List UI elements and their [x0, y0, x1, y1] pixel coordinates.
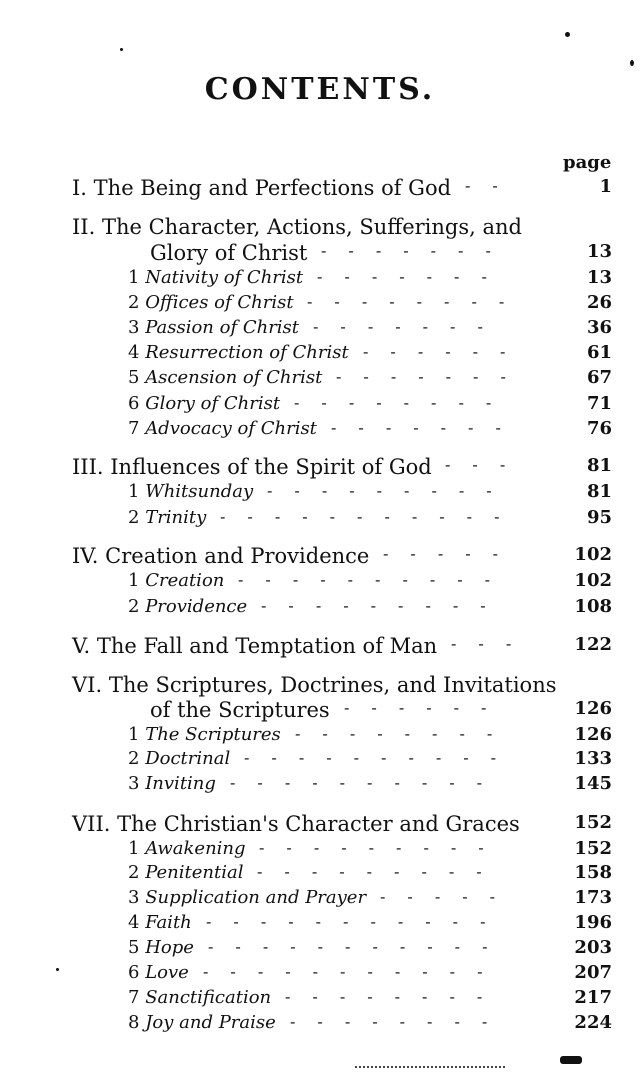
leader-dashes: --- [451, 634, 534, 653]
leader-dashes: --- [445, 455, 528, 474]
section-numeral: I. [72, 176, 87, 200]
section-title: The Character, Actions, Sufferings, and [101, 215, 522, 239]
subsection-entry [128, 1012, 612, 1036]
subsection-entry [128, 267, 612, 291]
subsection-entry [128, 987, 612, 1011]
leader-dashes: -------- [285, 987, 505, 1006]
item-number: 3 [128, 887, 140, 908]
item-page: 81 [586, 481, 612, 502]
subsection-entry [128, 862, 612, 886]
section-numeral: V. [72, 634, 91, 658]
leader-dashes: ------- [317, 267, 509, 286]
section-entry [72, 544, 612, 570]
item-page: 126 [574, 724, 612, 745]
item-label: Offices of Christ [145, 292, 294, 313]
item-number: 1 [128, 570, 140, 591]
subsection-entry [128, 292, 612, 316]
section-entry [72, 673, 612, 699]
item-label: Advocacy of Christ [145, 418, 317, 439]
page-title: CONTENTS. [204, 72, 436, 107]
section-page: 122 [574, 634, 612, 655]
item-label: Trinity [145, 507, 207, 528]
subsection-entry [128, 317, 612, 341]
section-title: The Scriptures, Doctrines, and Invitations [108, 673, 557, 697]
subsection-entry [128, 481, 612, 505]
subsection-entry [128, 912, 612, 936]
item-label: Hope [145, 937, 194, 958]
section-entry [72, 634, 612, 660]
item-label: Ascension of Christ [145, 367, 323, 388]
item-number: 3 [128, 317, 140, 338]
item-number: 4 [128, 342, 140, 363]
leader-dashes: ---------- [238, 570, 513, 589]
section-title-continued: Glory of Christ [150, 241, 308, 265]
leader-dashes: --------- [261, 596, 508, 615]
item-page: 145 [574, 773, 612, 794]
item-number: 7 [128, 987, 140, 1008]
item-label: Whitsunday [145, 481, 254, 502]
leader-dashes: ------- [331, 418, 523, 437]
leader-dashes: ------- [313, 317, 505, 336]
item-label: Joy and Praise [145, 1012, 276, 1033]
subsection-entry [128, 724, 612, 748]
item-number: 7 [128, 418, 140, 439]
section-numeral: IV. [72, 544, 99, 568]
section-entry-continued [150, 241, 612, 267]
leader-dashes: --------- [259, 838, 506, 857]
item-page: 133 [574, 748, 612, 769]
leader-dashes: ---------- [244, 748, 519, 767]
leader-dashes: ----- [383, 544, 521, 563]
item-page: 217 [574, 987, 612, 1008]
ink-speck [120, 48, 123, 51]
item-label: Penitential [145, 862, 244, 883]
item-label: Resurrection of Christ [145, 342, 349, 363]
item-number: 2 [128, 596, 140, 617]
item-label: Doctrinal [145, 748, 231, 769]
subsection-entry [128, 367, 612, 391]
section-title-continued: of the Scriptures [150, 698, 330, 722]
subsection-entry [128, 748, 612, 772]
section-numeral: II. [72, 215, 96, 239]
item-label: Passion of Christ [145, 317, 300, 338]
leader-dashes: ------ [363, 342, 528, 361]
item-label: Sanctification [145, 987, 272, 1008]
leader-dashes: ------ [344, 698, 509, 717]
item-number: 8 [128, 1012, 140, 1033]
item-number: 2 [128, 507, 140, 528]
section-title: The Being and Perfections of God [93, 176, 452, 200]
section-entry [72, 812, 612, 838]
item-label: Supplication and Prayer [145, 887, 367, 908]
leader-dashes: ---------- [230, 773, 505, 792]
item-label: Awakening [145, 838, 246, 859]
section-title: Creation and Providence [105, 544, 370, 568]
section-page: 81 [586, 455, 612, 476]
item-number: 2 [128, 748, 140, 769]
section-page: 13 [586, 241, 612, 262]
section-page: 1 [599, 176, 612, 197]
item-number: 1 [128, 838, 140, 859]
leader-dashes: --------- [267, 481, 514, 500]
item-number: 6 [128, 393, 140, 414]
item-label: The Scriptures [145, 724, 281, 745]
section-numeral: VI. [72, 673, 103, 697]
subsection-entry [128, 937, 612, 961]
subsection-entry [128, 507, 612, 531]
item-label: Glory of Christ [145, 393, 281, 414]
item-page: 26 [586, 292, 612, 313]
item-number: 6 [128, 962, 140, 983]
section-title: The Christian's Character and Graces [117, 812, 520, 836]
leader-dashes: ------- [336, 367, 528, 386]
subsection-entry [128, 570, 612, 594]
leader-dashes: ----- [380, 887, 518, 906]
item-page: 152 [574, 838, 612, 859]
item-number: 4 [128, 912, 140, 933]
item-page: 95 [586, 507, 612, 528]
item-label: Providence [145, 596, 248, 617]
subsection-entry [128, 342, 612, 366]
item-page: 203 [574, 937, 612, 958]
item-page: 158 [574, 862, 612, 883]
item-page: 67 [586, 367, 612, 388]
item-label: Creation [145, 570, 225, 591]
item-page: 36 [586, 317, 612, 338]
item-page: 71 [586, 393, 612, 414]
section-title: Influences of the Spirit of God [110, 455, 432, 479]
item-page: 173 [574, 887, 612, 908]
item-number: 2 [128, 862, 140, 883]
item-page: 108 [574, 596, 612, 617]
item-label: Love [145, 962, 189, 983]
leader-dashes: -------- [295, 724, 515, 743]
item-page: 76 [586, 418, 612, 439]
ink-speck [560, 1056, 582, 1064]
section-entry [72, 215, 612, 241]
section-entry-continued [150, 698, 612, 724]
subsection-entry [128, 773, 612, 797]
item-label: Nativity of Christ [145, 267, 304, 288]
item-number: 3 [128, 773, 140, 794]
section-page: 152 [574, 812, 612, 833]
subsection-entry [128, 962, 612, 986]
leader-dashes: -------- [307, 292, 527, 311]
section-numeral: VII. [72, 812, 111, 836]
item-page: 61 [586, 342, 612, 363]
item-number: 1 [128, 267, 140, 288]
scan-dashes [355, 1066, 505, 1070]
leader-dashes: ------- [321, 241, 513, 260]
leader-dashes: --------- [257, 862, 504, 881]
item-page: 207 [574, 962, 612, 983]
item-number: 1 [128, 481, 140, 502]
item-number: 2 [128, 292, 140, 313]
ink-speck [565, 32, 570, 37]
subsection-entry [128, 596, 612, 620]
item-number: 5 [128, 937, 140, 958]
ink-speck [56, 968, 59, 971]
page-column-label: page [563, 152, 612, 173]
item-number: 1 [128, 724, 140, 745]
subsection-entry [128, 887, 612, 911]
leader-dashes: ----------- [208, 937, 510, 956]
leader-dashes: -- [465, 176, 520, 195]
item-page: 196 [574, 912, 612, 933]
section-page: 126 [574, 698, 612, 719]
leader-dashes: ----------- [203, 962, 505, 981]
item-number: 5 [128, 367, 140, 388]
leader-dashes: ----------- [220, 507, 522, 526]
subsection-entry [128, 393, 612, 417]
section-numeral: III. [72, 455, 104, 479]
subsection-entry [128, 838, 612, 862]
section-entry [72, 455, 612, 481]
item-page: 224 [574, 1012, 612, 1033]
leader-dashes: -------- [290, 1012, 510, 1031]
item-page: 13 [586, 267, 612, 288]
section-page: 102 [574, 544, 612, 565]
subsection-entry [128, 418, 612, 442]
section-title: The Fall and Temptation of Man [96, 634, 438, 658]
item-label: Faith [145, 912, 192, 933]
section-entry [72, 176, 612, 202]
item-label: Inviting [145, 773, 216, 794]
ink-speck [630, 60, 634, 66]
item-page: 102 [574, 570, 612, 591]
leader-dashes: -------- [294, 393, 514, 412]
leader-dashes: ----------- [206, 912, 508, 931]
